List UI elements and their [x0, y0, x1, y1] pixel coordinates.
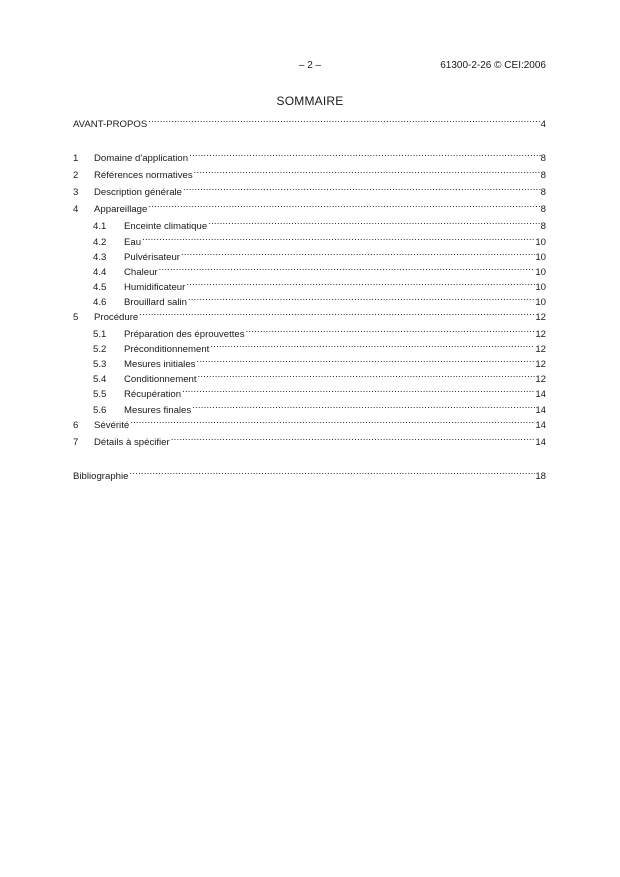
toc-entry[interactable]: [93, 399, 546, 416]
toc-entry-label: Détails à spécifier: [94, 437, 170, 448]
toc-leader-dots: [141, 231, 535, 245]
toc-leader-dots: [158, 261, 536, 275]
toc-entry-page: 10: [535, 282, 546, 293]
toc-entry-page: 10: [535, 297, 546, 308]
toc-entry-label: Appareillage: [94, 204, 148, 215]
toc-entry-label: Mesures finales: [124, 405, 192, 416]
toc-title: SOMMAIRE: [276, 94, 344, 108]
toc-entry[interactable]: [93, 323, 546, 340]
toc-entry-number: 6: [73, 420, 79, 431]
toc-entry[interactable]: [93, 383, 546, 400]
toc-leader-dots: [245, 323, 536, 337]
toc-entry-page: 12: [535, 344, 546, 355]
toc-entry[interactable]: [93, 368, 546, 385]
toc-leader-dots: [188, 147, 541, 161]
toc-entry[interactable]: [73, 306, 546, 323]
toc-leader-dots: [180, 246, 535, 260]
toc-entry-number: 5.3: [93, 359, 107, 370]
toc-entry-number: 4.3: [93, 252, 107, 263]
toc-leader-dots: [147, 113, 540, 127]
toc-entry-label: Préconditionnement: [124, 344, 210, 355]
toc-entry[interactable]: [93, 261, 546, 278]
toc-entry-page: 8: [540, 204, 546, 215]
toc-leader-dots: [185, 276, 535, 290]
toc-entry[interactable]: [93, 276, 546, 293]
toc-entry-label: Récupération: [124, 389, 182, 400]
toc-entry-page: 10: [535, 252, 546, 263]
toc-entry[interactable]: [93, 291, 546, 308]
toc-leader-dots: [191, 399, 535, 413]
toc-leader-dots: [207, 215, 540, 229]
toc-entry-page: 4: [540, 119, 546, 130]
toc-entry[interactable]: [73, 414, 546, 431]
toc-entry-label: Mesures initiales: [124, 359, 196, 370]
toc-entry-number: 5.6: [93, 405, 107, 416]
toc-entry-page: 12: [535, 329, 546, 340]
toc-entry-number: 5: [73, 312, 79, 323]
toc-entry-label: Références normatives: [94, 170, 193, 181]
toc-entry[interactable]: [73, 198, 546, 215]
toc-entry[interactable]: [73, 164, 546, 181]
toc-entry-number: 5.2: [93, 344, 107, 355]
toc-entry-label: Domaine d'application: [94, 153, 189, 164]
toc-leader-dots: [129, 414, 535, 428]
toc-leader-dots: [209, 338, 535, 352]
toc-entry-page: 18: [535, 471, 546, 482]
toc-entry-label: Procédure: [94, 312, 139, 323]
toc-entry-page: 14: [535, 437, 546, 448]
toc-entry-number: 4.6: [93, 297, 107, 308]
toc-entry-label: Chaleur: [124, 267, 158, 278]
document-reference: 61300-2-26 © CEI:2006: [440, 60, 546, 71]
toc-entry-page: 12: [535, 374, 546, 385]
toc-entry-number: 3: [73, 187, 79, 198]
toc-entry-page: 12: [535, 359, 546, 370]
toc-entry[interactable]: [93, 246, 546, 263]
toc-entry[interactable]: [93, 338, 546, 355]
toc-entry-label: Bibliographie: [73, 471, 129, 482]
toc-entry-page: 8: [540, 170, 546, 181]
toc-entry-label: Humidificateur: [124, 282, 186, 293]
toc-entry-number: 5.4: [93, 374, 107, 385]
toc-entry-number: 5.5: [93, 389, 107, 400]
toc-entry-number: 1: [73, 153, 79, 164]
toc-leader-dots: [181, 383, 535, 397]
toc-entry-label: Sévérité: [94, 420, 130, 431]
toc-entry-number: 4.4: [93, 267, 107, 278]
toc-leader-dots: [197, 368, 536, 382]
toc-entry[interactable]: [93, 231, 546, 248]
toc-entry[interactable]: [73, 113, 546, 130]
toc-entry-page: 8: [540, 221, 546, 232]
toc-entry-page: 12: [535, 312, 546, 323]
toc-entry-page: 10: [535, 237, 546, 248]
toc-entry-label: Enceinte climatique: [124, 221, 208, 232]
toc-entry[interactable]: [73, 181, 546, 198]
toc-entry-page: 14: [535, 405, 546, 416]
toc-entry-number: 4: [73, 204, 79, 215]
toc-entry-number: 4.5: [93, 282, 107, 293]
toc-entry-number: 4.1: [93, 221, 107, 232]
toc-leader-dots: [187, 291, 535, 305]
toc-entry[interactable]: [93, 215, 546, 232]
toc-entry-number: 5.1: [93, 329, 107, 340]
page-number: – 2 –: [298, 60, 322, 71]
toc-entry[interactable]: [73, 431, 546, 448]
toc-leader-dots: [138, 306, 535, 320]
toc-entry[interactable]: [73, 465, 546, 482]
toc-entry-page: 8: [540, 153, 546, 164]
toc-entry-label: Description générale: [94, 187, 182, 198]
toc-entry-number: 2: [73, 170, 79, 181]
toc-entry-page: 10: [535, 267, 546, 278]
toc-entry-page: 14: [535, 420, 546, 431]
toc-leader-dots: [195, 353, 535, 367]
toc-entry-label: Pulvérisateur: [124, 252, 180, 263]
toc-leader-dots: [147, 198, 540, 212]
toc-leader-dots: [170, 431, 536, 445]
toc-entry[interactable]: [73, 147, 546, 164]
toc-entry-page: 8: [540, 187, 546, 198]
toc-leader-dots: [193, 164, 541, 178]
toc-entry-label: AVANT-PROPOS: [73, 119, 148, 130]
toc-entry[interactable]: [93, 353, 546, 370]
toc-leader-dots: [128, 465, 535, 479]
toc-entry-label: Conditionnement: [124, 374, 197, 385]
toc-entry-label: Brouillard salin: [124, 297, 187, 308]
toc-entry-number: 7: [73, 437, 79, 448]
toc-entry-number: 4.2: [93, 237, 107, 248]
toc-entry-label: Eau: [124, 237, 142, 248]
toc-entry-label: Préparation des éprouvettes: [124, 329, 245, 340]
toc-leader-dots: [182, 181, 541, 195]
toc-entry-page: 14: [535, 389, 546, 400]
